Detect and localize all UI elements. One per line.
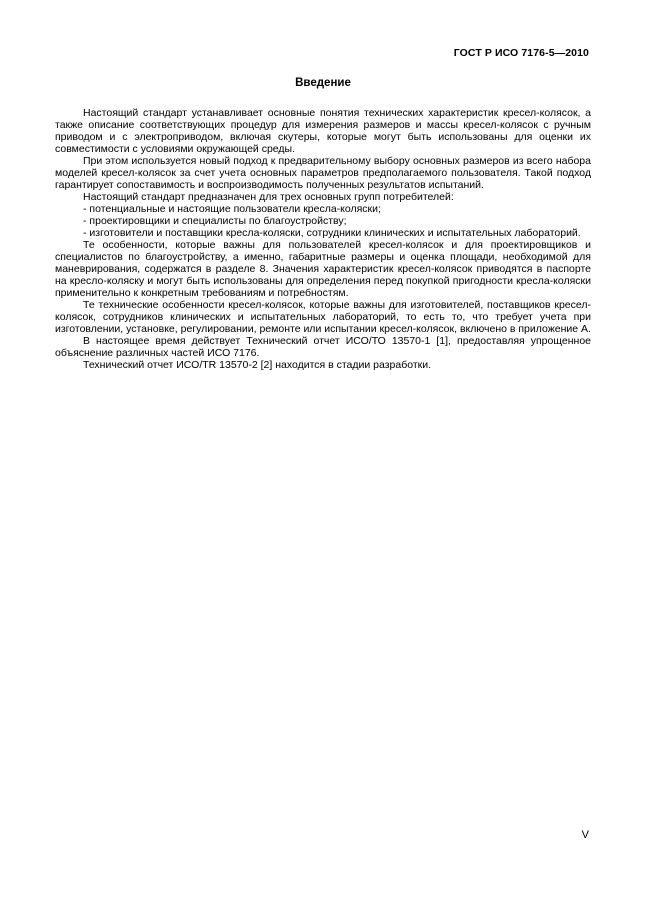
paragraph: Настоящий стандарт устанавливает основные понятия технических характеристик кресел-колясок, а также описание соответствующих процедур для измерения размеров и массы кресел-колясок с ручным приводом и с электроприводом, включая скутеры, которые могут быть использованы для оценки их совместимости с условиями окружающей среды. [55, 107, 591, 155]
section-title: Введение [295, 77, 351, 89]
paragraph: Настоящий стандарт предназначен для трех основных групп потребителей: [83, 191, 454, 203]
paragraph: Технический отчет ИСО/TR 13570-2 [2] находится в стадии разработки. [83, 359, 432, 371]
list-item: - изготовители и поставщики кресла-коляски, сотрудники клинических и испытательных лабораторий. [83, 227, 581, 239]
list-item: - проектировщики и специалисты по благоустройству; [83, 215, 347, 227]
paragraph: Те технические особенности кресел-колясок, которые важны для изготовителей, поставщиков кресел-колясок, сотрудников клинических и испытательных лабораторий, то есть то, что требует учета при изготовлении, установке, регулировании, ремонте или испытании кресел-колясок, включено в приложение А. [55, 299, 591, 335]
paragraph: Те особенности, которые важны для пользователей кресел-колясок и для проектировщиков и специалистов по благоустройству, а именно, габаритные размеры и оценка площади, необходимой для маневрирования, содержатся в разделе 8. Значения характеристик кресел-колясок приводятся в паспорте на кресло-коляску и могут быть использованы для определения перед покупкой пригодности кресла-коляски применительно к конкретным требованиям и потребностям. [55, 239, 591, 299]
document-header-designation: ГОСТ Р ИСО 7176-5—2010 [453, 47, 589, 59]
document-body [55, 107, 591, 371]
list-item: - потенциальные и настоящие пользователи кресла-коляски; [83, 203, 381, 215]
page-number: V [581, 829, 589, 841]
paragraph: В настоящее время действует Технический отчет ИСО/ТО 13570-1 [1], предоставляя упрощенное объяснение различных частей ИСО 7176. [55, 335, 591, 359]
paragraph: При этом используется новый подход к предварительному выбору основных размеров из всего набора моделей кресел-колясок за счет учета основных параметров предполагаемого пользователя. Такой подход гарантирует сопоставимость и воспроизводимость полученных результатов испытаний. [55, 155, 591, 191]
